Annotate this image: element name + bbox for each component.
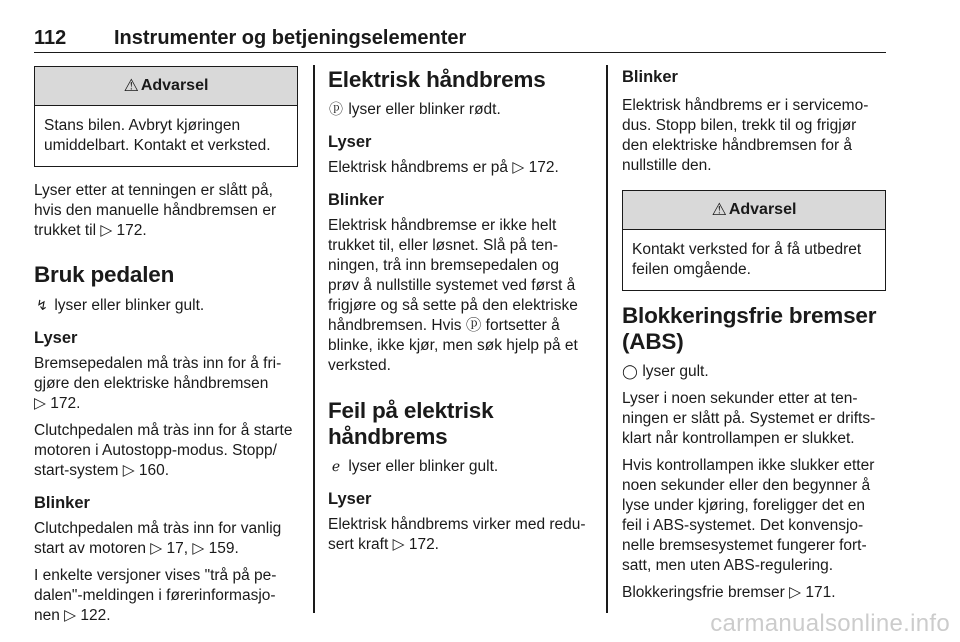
paragraph: Bremsepedalen må tràs inn for å fri- gjøre den elektriske håndbremsen ▷ 172.: [34, 355, 282, 412]
intro-paragraph: [34, 181, 298, 241]
paragraph: Lyser i noen sekunder etter at ten- ningen er slått på. Systemet er drifts- klart når kontrollampen er slukket.: [622, 390, 876, 447]
text-line: Lyser etter at tenningen er slått på,: [34, 182, 273, 199]
text-line: Kontakt verksted for å få utbedret: [632, 241, 862, 258]
text-line: hvis den manuelle håndbremsen er: [34, 202, 277, 219]
text-line: trukket til ▷ 172.: [34, 222, 147, 239]
paragraph: I enkelte versjoner vises "trå på pe- dalen"-meldingen i førerinformasjo- nen ▷ 122.: [34, 567, 277, 624]
section-title: Blokkeringsfrie bremser (ABS): [622, 303, 877, 354]
subheading-blinker: Blinker: [34, 494, 90, 512]
warning-triangle-icon: ⚠: [711, 200, 727, 219]
paragraph: Elektrisk håndbrems er i servicemo- dus. Stopp bilen, trekk til og frigjør den elektriske håndbremsen for å nullstille den.: [622, 97, 869, 174]
parking-brake-icon: ⓟ: [329, 101, 343, 117]
paragraph: Hvis kontrollampen ikke slukker etter noen sekunder eller den begynner å lyse under kjøring, foreligger det en feil i ABS-systemet. Det konvensjo- nelle bremsesystemet fungerer fort- satt, men uten ABS-regulering.: [622, 457, 875, 574]
paragraph: Blokkeringsfrie bremser ▷ 171.: [622, 584, 836, 601]
warning-text: [623, 230, 885, 290]
warning-box: [622, 190, 886, 291]
warning-title: Advarsel: [728, 201, 797, 218]
section-title: Elektrisk håndbrems: [328, 67, 546, 92]
subheading-lyser: Lyser: [34, 329, 78, 347]
status-line: ◯ lyser gult.: [622, 363, 709, 380]
watermark: carmanualsonline.info: [710, 610, 950, 637]
warning-box: [34, 66, 298, 167]
paragraph: Elektrisk håndbremse er ikke helt trukket til, eller løsnet. Slå på ten- ningen, trå inn bremsepedalen og prøv å nullstille systemet ved først å frigjøre og så sette på den elektriske håndbremsen. Hvis ⓟ fortsetter å blinke, ikke kjør, men søk hjelp på et verksted.: [328, 217, 578, 374]
section-title: Bruk pedalen: [34, 262, 175, 287]
column-3: [622, 66, 886, 603]
section-title: Feil på elektrisk håndbrems: [328, 398, 494, 449]
status-line: ℯ lyser eller blinker gult.: [328, 456, 592, 477]
page-header: [34, 22, 886, 53]
column-2: [328, 66, 592, 555]
paragraph: Clutchpedalen må tràs inn for vanlig start av motoren ▷ 17, ▷ 159.: [34, 520, 282, 557]
abs-icon: ◯: [622, 363, 638, 379]
header-title: Instrumenter og betjeningselementer: [114, 27, 467, 49]
warning-triangle-icon: ⚠: [123, 76, 139, 95]
status-line: ↯ lyser eller blinker gult.: [34, 295, 298, 316]
subheading-blinker: Blinker: [328, 191, 384, 209]
paragraph: Elektrisk håndbrems er på ▷ 172.: [328, 159, 559, 176]
status-line: ⓟ lyser eller blinker rødt.: [329, 101, 501, 118]
subheading-lyser: Lyser: [328, 133, 372, 151]
warning-text: [35, 106, 297, 166]
subheading-lyser: Lyser: [328, 490, 372, 508]
clutch-pedal-icon: ↯: [36, 297, 48, 313]
brake-fault-icon: ℯ: [331, 458, 341, 474]
column-divider-2: [606, 65, 608, 613]
column-1: [34, 66, 298, 626]
paragraph: Clutchpedalen må tràs inn for å starte motoren i Autostopp-modus. Stopp/ start-system ▷ 160.: [34, 422, 293, 479]
page-number: 112: [34, 27, 67, 49]
text-line: umiddelbart. Kontakt et verksted.: [44, 137, 271, 154]
paragraph: Elektrisk håndbrems virker med redu- sert kraft ▷ 172.: [328, 516, 586, 553]
subheading-blinker: Blinker: [622, 68, 678, 86]
warning-header: [35, 67, 297, 106]
warning-header: [623, 191, 885, 230]
column-divider-1: [313, 65, 315, 613]
warning-title: Advarsel: [140, 77, 209, 94]
text-line: Stans bilen. Avbryt kjøringen: [44, 117, 241, 134]
text-line: feilen omgående.: [632, 261, 751, 278]
